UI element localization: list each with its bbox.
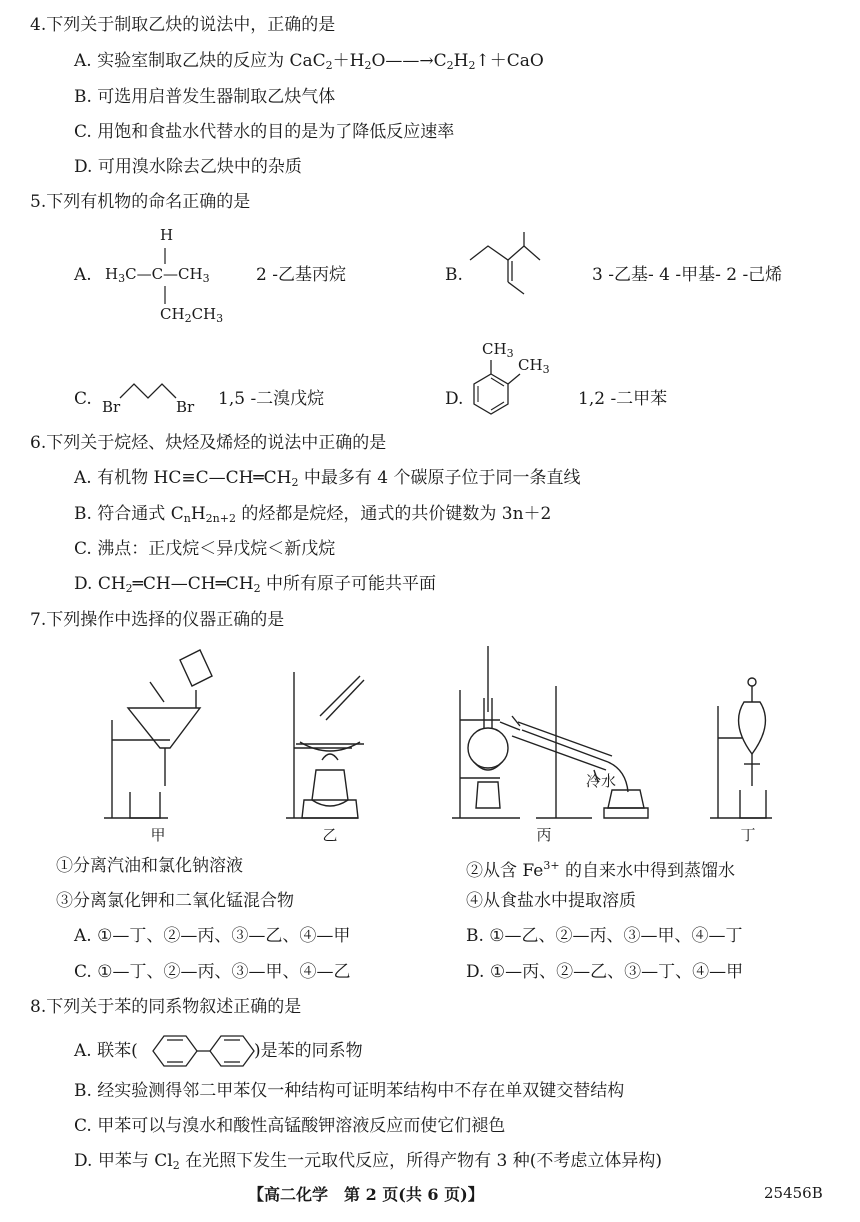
q6-option-c: C. 沸点：正戊烷＜异戊烷＜新戊烷 [74,539,336,559]
q5-d-name: 1,2 -二甲苯 [578,389,668,409]
q7-label-ding: 丁 [740,826,756,844]
q4-option-d: D. 可用溴水除去乙炔中的杂质 [74,157,302,177]
q7-operation-1: ①分离汽油和氯化钠溶液 [56,856,243,876]
q5-b-label: B. [445,265,463,285]
q5-c-br-right: Br [176,398,195,416]
q5-d-label: D. [445,389,464,409]
reaction-arrow: ——→ [385,51,434,71]
q7-label-bing: 丙 [536,826,552,844]
q5-c-br-left: Br [102,398,121,416]
q7-option-c: C. ①—丁、②—丙、③—甲、④—乙 [74,962,351,982]
q5-stem: 5.下列有机物的命名正确的是 [30,192,251,212]
q5-d-ch3-a: $CH_3$ [482,340,514,360]
q8-stem: 8.下列关于苯的同系物叙述正确的是 [30,997,302,1017]
q5-a-label: A. [74,265,92,285]
q4-stem: 4.下列关于制取乙炔的说法中，正确的是 [30,15,336,35]
paper-code: 25456B [764,1184,823,1202]
q8-option-a-suffix: )是苯的同系物 [254,1041,363,1061]
q7-cold-water-label: 冷水 [586,772,617,790]
q7-option-d: D. ①—丙、②—乙、③—丁、④—甲 [466,962,744,982]
q5-d-ch3-b: $CH_3$ [518,356,550,376]
q6-option-b: B. 符合通式 $C_nH_{2n+2}$ 的烃都是烷烃，通式的共价键数为 3n＋2 [74,504,552,525]
q4-option-a: A. 实验室制取乙炔的反应为 $CaC_2+H_2O——\to C_2H_2↑+CaO$ [74,51,544,72]
q8-option-a-prefix: A. 联苯( [74,1041,138,1061]
q6-option-a: A. 有机物 $HC\equiv C—CH═CH_2$ 中最多有 4 个碳原子位于同一条直线 [74,468,581,489]
page-footer-title: 【高二化学 第 2 页(共 6 页)】 [248,1185,484,1204]
q5-a-name: 2 -乙基丙烷 [256,265,346,285]
q8-option-d: D. 甲苯与 $Cl_2$ 在光照下发生一元取代反应，所得产物有 3 种(不考虑立体异构) [74,1151,662,1172]
q7-operation-2: ②从含 $Fe^{3+}$ 的自来水中得到蒸馏水 [466,859,735,881]
q4-option-b: B. 可选用启普发生器制取乙炔气体 [74,87,336,107]
q7-label-yi: 乙 [322,826,338,844]
q5-c-name: 1,5 -二溴戊烷 [218,389,325,409]
q7-label-jia: 甲 [150,826,166,844]
q6-stem: 6.下列关于烷烃、炔烃及烯烃的说法中正确的是 [30,433,387,453]
q5-b-name: 3 -乙基- 4 -甲基- 2 -己烯 [592,265,783,285]
q7-option-a: A. ①—丁、②—丙、③—乙、④—甲 [74,926,351,946]
q5-a-branch: $CH_2CH_3$ [160,305,224,325]
q7-operation-3: ③分离氯化钾和二氧化锰混合物 [56,891,294,911]
q7-operation-4: ④从食盐水中提取溶质 [466,891,636,911]
q4-option-c: C. 用饱和食盐水代替水的目的是为了降低反应速率 [74,122,455,142]
q8-option-b: B. 经实验测得邻二甲苯仅一种结构可证明苯结构中不存在单双键交替结构 [74,1081,625,1101]
q5-c-label: C. [74,389,92,409]
q7-stem: 7.下列操作中选择的仪器正确的是 [30,610,285,630]
q6-option-d: D. $CH_2═CH—CH═CH_2$ 中所有原子可能共平面 [74,574,437,595]
q5-a-h: H [160,226,174,244]
q5-a-main-chain: $H_3C—C—CH_3$ [105,265,210,285]
q7-option-b: B. ①—乙、②—丙、③—甲、④—丁 [466,926,743,946]
q8-option-c: C. 甲苯可以与溴水和酸性高锰酸钾溶液反应而使它们褪色 [74,1116,506,1136]
